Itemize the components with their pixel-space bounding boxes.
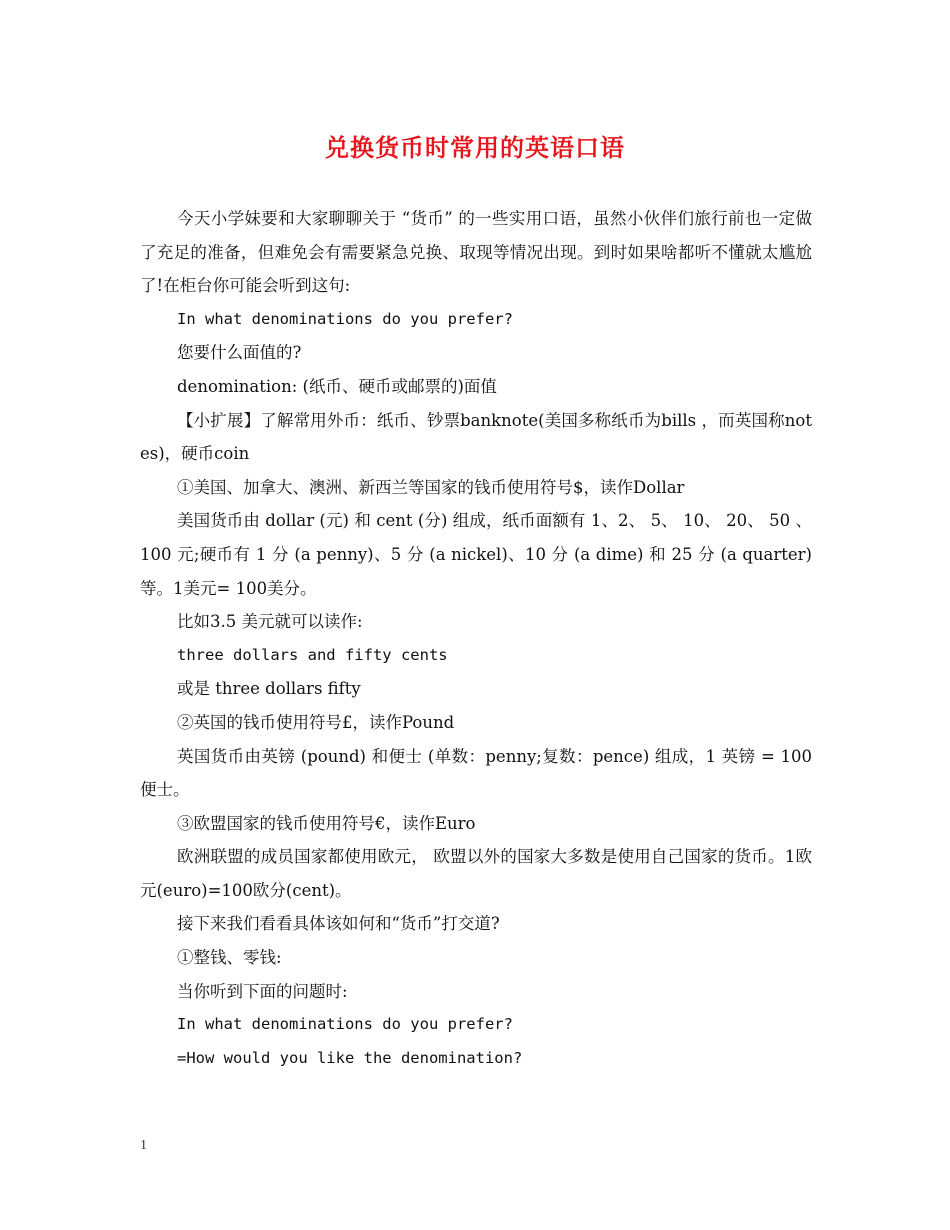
paragraph-us-currency: 美国货币由 dollar (元) 和 cent (分) 组成，纸币面额有 1、2、 5、 10、 20、 50 、100 元;硬币有 1 分 (a penny)、5 分 (a nickel)、10 分 (a dime) 和 25 分 (a quarter) 等。1美元= 100美分。 [140, 511, 812, 598]
paragraph-eu-currency: 欧洲联盟的成员国家都使用欧元， 欧盟以外的国家大多数是使用自己国家的货币。1欧元(euro)=100欧分(cent)。 [140, 847, 812, 900]
document-title: 兑换货币时常用的英语口语 [325, 133, 625, 162]
document-body [140, 202, 812, 1075]
paragraph-intro: 今天小学妹要和大家聊聊关于 “货币” 的一些实用口语，虽然小伙伴们旅行前也一定做了充足的准备，但难免会有需要紧急兑换、取现等情况出现。到时如果啥都听不懂就太尴尬了!在柜台你可能会听到这句: [140, 209, 812, 296]
paragraph-example-english-2: 或是 three dollars fifty [177, 679, 361, 699]
paragraph-question-intro: 当你听到下面的问题时: [177, 981, 348, 1001]
paragraph-english-question-repeat: In what denominations do you prefer? [177, 1015, 513, 1034]
paragraph-euro-symbol: ③欧盟国家的钱币使用符号€，读作Euro [177, 813, 476, 833]
paragraph-uk-currency: 英国货币由英镑 (pound) 和便士 (单数：penny;复数：pence) 组成，1 英镑 = 100 便士。 [140, 746, 812, 800]
paragraph-english-question: In what denominations do you prefer? [177, 309, 513, 328]
page-number: 1 [140, 1138, 147, 1153]
paragraph-next-topic: 接下来我们看看具体该如何和“货币”打交道? [177, 914, 500, 934]
paragraph-translation: 您要什么面值的? [177, 343, 302, 363]
paragraph-example: 比如3.5 美元就可以读作: [177, 612, 363, 632]
paragraph-dollar-symbol: ①美国、加拿大、澳洲、新西兰等国家的钱币使用符号$，读作Dollar [177, 477, 685, 497]
paragraph-denomination-definition: denomination: (纸币、硬币或邮票的)面值 [177, 376, 497, 396]
paragraph-extension: 【小扩展】了解常用外币：纸币、钞票banknote(美国多称纸币为bills ，而英国称notes)，硬币coin [140, 410, 812, 464]
paragraph-english-alternative: =How would you like the denomination? [177, 1048, 523, 1067]
paragraph-cash-change: ①整钱、零钱: [177, 948, 282, 968]
paragraph-example-english-1: three dollars and fifty cents [177, 645, 448, 664]
paragraph-pound-symbol: ②英国的钱币使用符号£，读作Pound [177, 712, 455, 732]
